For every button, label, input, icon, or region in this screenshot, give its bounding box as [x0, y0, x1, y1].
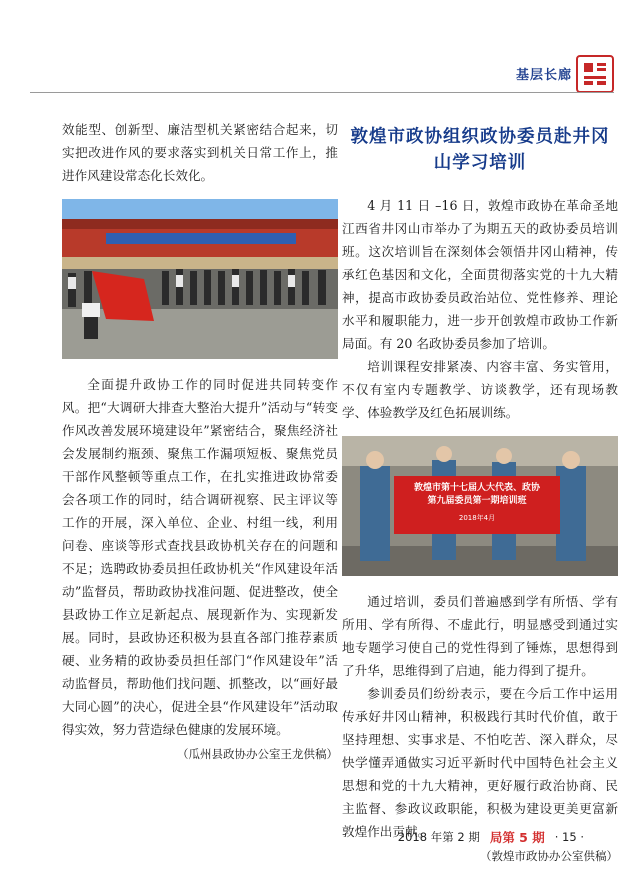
issue-label: 2018 年第 2 期 [397, 830, 480, 844]
left-column [62, 118, 338, 765]
article-title: 敦煌市政协组织政协委员赴井冈山学习培训 [350, 127, 610, 173]
right-paragraph-4: 参训委员们纷纷表示，要在今后工作中运用传承好井冈山精神，积极践行其时代价值，敢于坚持理想、实事求是、不怕吃苦、深入群众，尽快学懂弄通做实习近平新时代中国特色社会主义思想和党的十九大精神，更好履行政治协商、民主监督、参政议政职能，积极为建设更美更富新敦煌作出贡献。 [342, 686, 618, 839]
photo-banner-line2: 第九届委员第一期培训班 [427, 496, 527, 506]
right-paragraph-3: 通过培训，委员们普遍感到学有所悟、学有所用、学有所得、不虚此行，明显感受到通过实地专题学习使自己的党性得到了锤炼，思想得到了升华，思维得到了启迪，能力得到了提升。 [342, 594, 618, 678]
right-credit: （敦煌市政协办公室供稿） [480, 849, 618, 863]
page-footer [398, 828, 584, 846]
right-paragraph-2: 培训课程安排紧凑、内容丰富、务实管用，不仅有室内专题教学、访谈教学，还有现场教学、体验教学及红色拓展训练。 [342, 359, 618, 420]
magazine-name: 局第 5 期 [489, 830, 545, 845]
right-column [342, 118, 618, 867]
header-rule [30, 92, 614, 93]
photo-banner-date: 2018年4月 [458, 514, 496, 522]
seal-logo-icon [576, 55, 614, 93]
photo-banner-line1: 敦煌市第十七届人大代表、政协 [413, 483, 540, 493]
right-paragraph-1: 4 月 11 日 –16 日，敦煌市政协在革命圣地江西省井冈山市举办了为期五天的政协委员培训班。这次培训旨在深刻体会领悟井冈山精神，传承红色基因和文化，全面贯彻落实党的十九大精神，提高市政协委员政治站位、党性修养、理论水平和履职能力，进一步开创敦煌市政协工作新局面。有 20 名政协委员参加了培训。 [342, 198, 618, 351]
left-paragraph-1: 效能型、创新型、廉洁型机关紧密结合起来，切实把改进作风的要求落实到机关日常工作上，推进作风建设常态化长效化。 [62, 122, 338, 183]
left-credit: （瓜州县政协办公室王龙供稿） [177, 747, 338, 761]
left-paragraph-2: 全面提升政协工作的同时促进共同转变作风。把“大调研大排查大整治大提升”活动与“转变作风改善发展环境建设年”紧密结合，聚焦经济社会发展制约瓶颈、聚焦工作漏项短板、聚焦党员干部作风整顿等重点工作，在扎实推进政协常委会各项工作的同时，结合调研视察、民主评议等工作的开展，深入单位、企业、村组一线，利用问卷、座谈等形式查找县政协机关存在的问题和不足；选聘政协委员担任政协机关“作风建设年活动”监督员，帮助政协找准问题、促进整改，使全县政协工作立足新起点、展现新作为、实现新发展。同时，县政协还积极为县直各部门推荐素质硬、业务精的政协委员担任部门“作风建设年”活动监督员，帮助他们找问题、抓整改，以“画好最大同心圆”的决心，促进全县“作风建设年”活动取得实效，努力营造绿色健康的发展环境。 [62, 377, 338, 737]
section-title: 基层长廊 [515, 68, 572, 83]
page-number: · 15 · [554, 830, 584, 844]
photo-jinggangshan-training [342, 436, 618, 576]
photo-guazhou-activity [62, 199, 338, 359]
